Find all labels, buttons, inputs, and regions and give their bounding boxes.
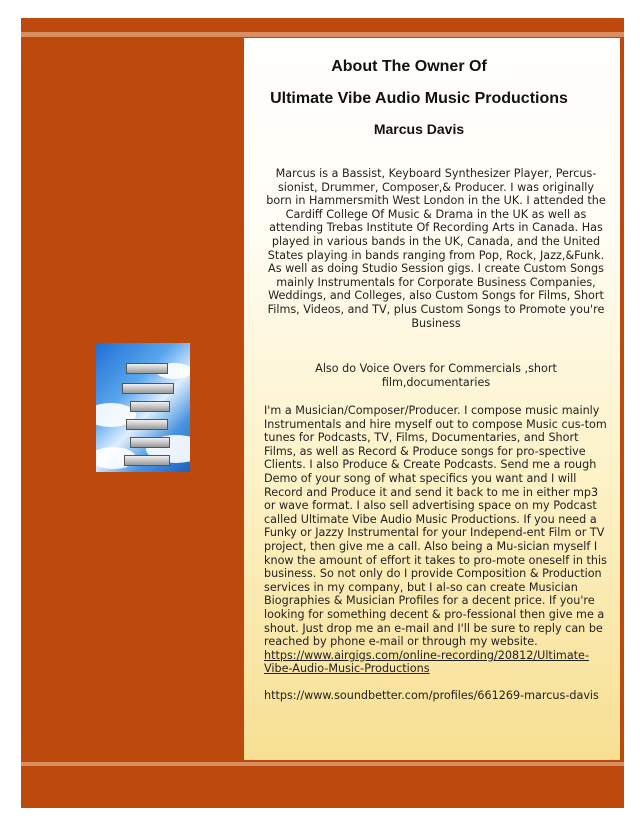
page-title-line2: Ultimate Vibe Audio Music Productions [270, 90, 568, 107]
top-stripe [21, 32, 624, 37]
bio-paragraph: Marcus is a Bassist, Keyboard Synthesizer Player, Percus-sionist, Drummer, Composer,& Producer. I was originally born in Hammersmith West London in the UK. I attended the Cardiff College Of Music & Drama in the UK as well as attending Trebas Institute Of Recording Arts in Canada. Has played in various bands in the UK, Canada, and the United States playing in bands ranging from Pop, Rock, Jazz,&Funk. As well as doing Studio Session gigs. I create Custom Songs mainly Instrumentals for Corporate Business Companies, Weddings, and Colleges, also Custom Songs for Films, Short Films, Videos, and TV, plus Custom Songs to Promote you're Business [266, 167, 606, 330]
airgigs-link[interactable]: https://www.airgigs.com/online-recording/20812/Ultimate-Vibe-Audio-Music-Productions [264, 648, 589, 676]
voiceover-paragraph: Also do Voice Overs for Commercials ,short film,documentaries [315, 362, 557, 389]
sky-sign-image [96, 343, 190, 472]
services-block [264, 404, 612, 703]
services-paragraph: I'm a Musician/Composer/Producer. I compose music mainly Instrumentals and hire myself out to compose Music cus-tom tunes for Podcasts, TV, Films, Documentaries, and Short Films, as well as Record & Produce songs for pro-spective Clients. I also Produce & Create Podcasts. Send me a rough Demo of your song of what specifics you want and I will Record and Produce it and send it back to me in either mp3 or wave format. I also sell advertising space on my Podcast called Ultimate Vibe Audio Music Productions. If you need a Funky or Jazzy Instrumental for your Independ-ent Film or TV project, then give me a call. Also being a Mu-sician myself I know the amount of effort it takes to pro-mote oneself in this business. So not only do I provide Composition & Production services in my company, but I al-so can create Musician Biographies & Musician Profiles for a decent price. If you're looking for something decent & pro-fessional then give me a shout. Just drop me an e-mail and I'll be sure to reply can be reached by phone e-mail or through my website. [264, 404, 607, 649]
soundbetter-link[interactable]: https://www.soundbetter.com/profiles/661269-marcus-davis [264, 689, 599, 703]
page-title-line1: About The Owner Of [331, 58, 487, 75]
bottom-stripe [21, 762, 624, 766]
owner-name: Marcus Davis [373, 121, 465, 137]
